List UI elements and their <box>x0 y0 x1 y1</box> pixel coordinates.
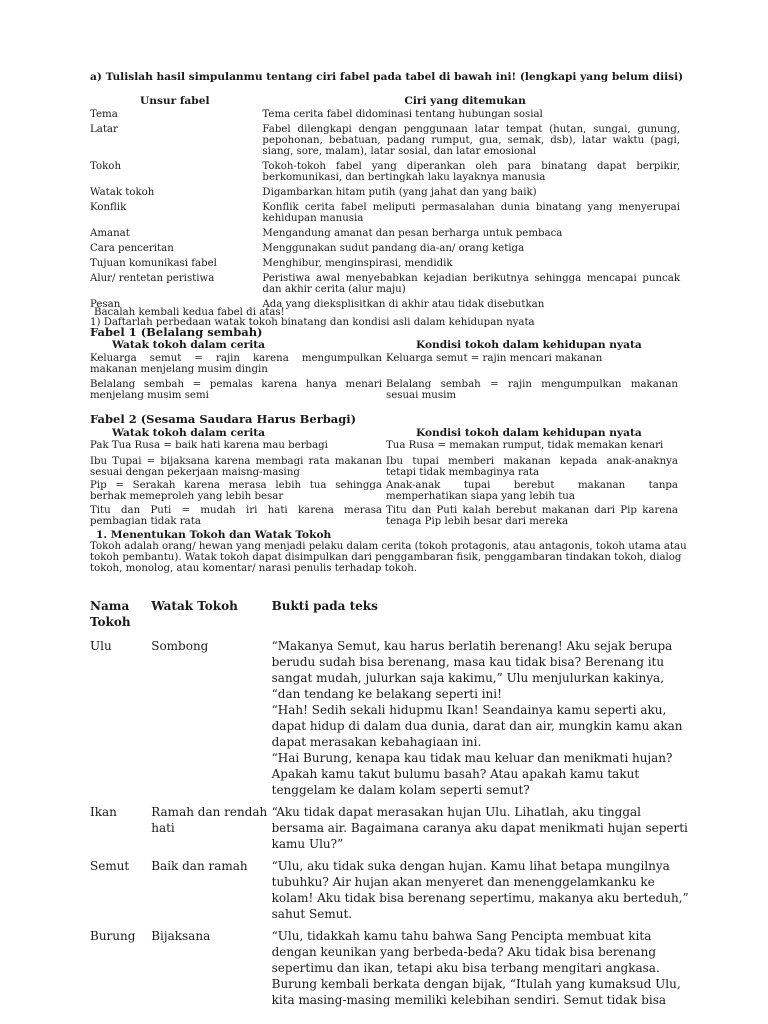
watak-cell: Sombong <box>151 639 209 653</box>
fabel2-nyata-cell: Ibu tupai memberi makanan kepada anak-anaknya tetapi tidak membaginya rata <box>386 456 678 478</box>
section1-paragraph: Tokoh adalah orang/ hewan yang menjadi pelaku dalam cerita (tokoh protagonis, atau antagonis, tokoh utama atau tokoh pembantu). Watak tokoh dapat disimpulkan dari penggambaran fisik, penggambaran tindakan tokoh, dialog tokoh, monolog, atau komentar/ narasi penulis terhadap tokoh. <box>90 541 687 574</box>
tokoh-name-cell: Burung <box>90 929 136 943</box>
column-header-watak: Watak Tokoh <box>151 599 238 613</box>
fabel2-cerita-cell: Titu dan Puti = mudah iri hati karena merasa pembagian tidak rata <box>90 505 382 527</box>
watak-cell: Bijaksana <box>151 929 211 943</box>
ciri-cell: Digambarkan hitam putih (yang jahat dan yang baik) <box>262 187 537 198</box>
column-header-ciri: Ciri yang ditemukan <box>404 95 526 107</box>
ciri-cell: Tema cerita fabel didominasi tentang hubungan sosial <box>262 109 543 120</box>
bukti-quote: “Aku tidak dapat merasakan hujan Ulu. Lihatlah, aku tinggal bersama air. Bagaimana caranya aku dapat menikmati hujan seperti kamu Ulu?” <box>271 805 688 851</box>
watak-cell: Baik dan ramah <box>151 859 248 873</box>
fabel2-title: Fabel 2 (Sesama Saudara Harus Berbagi) <box>90 412 357 426</box>
ciri-cell: Mengandung amanat dan pesan berharga untuk pembaca <box>262 228 563 239</box>
table-row <box>90 858 690 928</box>
fabel2-nyata-cell: Titu dan Puti kalah berebut makanan dari Pip karena tenaga Pip lebih besar dari mereka <box>386 505 678 527</box>
table-row <box>90 928 690 1014</box>
unsur-cell: Alur/ rentetan peristiwa <box>90 273 215 284</box>
bukti-cell <box>272 858 690 928</box>
ciri-cell: Konflik cerita fabel meliputi permasalahan dunia binatang yang menyerupai kehidupan manusia <box>262 202 680 224</box>
unsur-cell: Amanat <box>90 228 130 239</box>
instruction-reread: Bacalah kembali kedua fabel di atas! <box>94 307 285 318</box>
tokoh-name-cell: Ikan <box>90 805 117 819</box>
fabel1-nyata-cell: Belalang sembah = rajin mengumpulkan makanan sesuai musim <box>386 379 678 401</box>
table-row <box>90 638 690 804</box>
table-row <box>90 161 680 187</box>
section-a-heading: a) Tulislah hasil simpulanmu tentang ciri fabel pada tabel di bawah ini! (lengkapi yang belum diisi) <box>90 71 684 83</box>
bukti-cell <box>272 928 690 1014</box>
table-row <box>90 109 680 124</box>
column-header-nama: Nama Tokoh <box>90 599 131 629</box>
fabel1-col-nyata: Kondisi tokoh dalam kehidupan nyata <box>416 339 642 351</box>
tokoh-watak-table <box>90 598 690 1014</box>
fabel2-cerita-cell: Ibu Tupai = bijaksana karena membagi rata makanan sesuai dengan pekerjaan maisng-masing <box>90 456 382 478</box>
ciri-cell: Menggunakan sudut pandang dia-an/ orang ketiga <box>262 243 525 254</box>
table-row <box>90 804 690 858</box>
fabel1-cerita-cell: Belalang sembah = pemalas karena hanya menari menjelang musim semi <box>90 379 382 401</box>
fabel1-col-cerita: Watak tokoh dalam cerita <box>112 339 265 351</box>
unsur-cell: Pesan <box>90 299 121 310</box>
tokoh-name-cell: Ulu <box>90 639 112 653</box>
bukti-quote: “Makanya Semut, kau harus berlatih berenang! Aku sejak berupa berudu sudah bisa berenang, masa kau tidak bisa? Berenang itu sangat mudah, julurkan saja kakimu,” Ulu menjulurkan kakinya, “dan tendang ke belakang seperti ini! <box>271 639 673 701</box>
table-row <box>90 273 680 299</box>
fabel2-cerita-cell: Pip = Serakah karena merasa lebih tua sehingga berhak memeproleh yang lebih besar <box>90 480 382 502</box>
instruction-list: 1) Daftarlah perbedaan watak tokoh binatang dan kondisi asli dalam kehidupan nyata <box>90 317 535 328</box>
table-row <box>90 258 680 273</box>
table-row <box>90 124 680 161</box>
unsur-cell: Tujuan komunikasi fabel <box>90 258 217 269</box>
unsur-cell: Tokoh <box>90 161 122 172</box>
table-row <box>90 187 680 202</box>
fabel-characteristics-table <box>90 95 680 314</box>
column-header-bukti: Bukti pada teks <box>271 599 378 613</box>
bukti-cell <box>272 638 690 804</box>
table-row <box>90 228 680 243</box>
unsur-cell: Latar <box>90 124 118 135</box>
bukti-quote: “Hai Burung, kenapa kau tidak mau keluar dan menikmati hujan? Apakah kamu takut bulumu basah? Atau apakah kamu takut tenggelam ke dalam kolam seperti semut? <box>271 751 673 797</box>
ciri-cell: Ada yang dieksplisitkan di akhir atau tidak disebutkan <box>262 299 545 310</box>
tokoh-name-cell: Semut <box>90 859 130 873</box>
ciri-cell: Tokoh-tokoh fabel yang diperankan oleh para binatang dapat berpikir, berkomunikasi, dan bertingkah laku layaknya manusia <box>262 161 680 183</box>
unsur-cell: Tema <box>90 109 118 120</box>
bukti-quote: “Hah! Sedih sekali hidupmu Ikan! Seandainya kamu seperti aku, dapat hidup di dalam dua dunia, darat dan air, mungkin kamu akan dapat merasakan kebahagiaan ini. <box>271 703 683 749</box>
bukti-quote: “Ulu, tidakkah kamu tahu bahwa Sang Pencipta membuat kita dengan keunikan yang berbeda-beda? Aku tidak bisa berenang sepertimu dan ikan, tetapi aku bisa terbang mengitari angkasa. Burung kembali berkata dengan bijak, “Itulah yang kumaksud Ulu, kita masing-masing memiliki kelebihan sendiri. Semut tidak bisa <box>271 929 681 1007</box>
fabel2-nyata-cell: Anak-anak tupai berebut makanan tanpa memperhatikan siapa yang lebih tua <box>386 480 678 502</box>
fabel2-col-cerita: Watak tokoh dalam cerita <box>112 427 265 439</box>
table-row <box>90 202 680 228</box>
unsur-cell: Cara penceritan <box>90 243 174 254</box>
table-row <box>90 243 680 258</box>
column-header-unsur: Unsur fabel <box>140 95 210 107</box>
bukti-cell <box>272 804 690 858</box>
ciri-cell: Fabel dilengkapi dengan penggunaan latar tempat (hutan, sungai, gunung, pepohonan, bebatuan, padang rumput, gua, semak, dsb), latar waktu (pagi, siang, sore, malam), latar sosial, dan latar emosional <box>262 124 680 157</box>
section1-heading: 1. Menentukan Tokoh dan Watak Tokoh <box>96 529 332 541</box>
ciri-cell: Menghibur, menginspirasi, mendidik <box>262 258 453 269</box>
ciri-cell: Peristiwa awal menyebabkan kejadian berikutnya sehingga mencapai puncak dan akhir cerita (alur maju) <box>262 273 680 295</box>
unsur-cell: Konflik <box>90 202 127 213</box>
unsur-cell: Watak tokoh <box>90 187 155 198</box>
watak-cell: Ramah dan rendah hati <box>151 805 268 835</box>
fabel2-col-nyata: Kondisi tokoh dalam kehidupan nyata <box>416 427 642 439</box>
fabel2-cerita-cell: Pak Tua Rusa = baik hati karena mau berbagi <box>90 440 328 451</box>
fabel1-title: Fabel 1 (Belalang sembah) <box>90 325 263 339</box>
fabel2-nyata-cell: Tua Rusa = memakan rumput, tidak memakan kenari <box>386 440 664 451</box>
fabel1-cerita-cell: Keluarga semut = rajin karena mengumpulkan makanan menjelang musim dingin <box>90 353 382 375</box>
bukti-quote: “Ulu, aku tidak suka dengan hujan. Kamu lihat betapa mungilnya tubuhku? Air hujan akan menyeret dan menenggelamkanku ke kolam! Aku tidak bisa berenang sepertimu, makanya aku berteduh,” sahut Semut. <box>271 859 689 921</box>
fabel1-nyata-cell: Keluarga semut = rajin mencari makanan <box>386 353 603 364</box>
